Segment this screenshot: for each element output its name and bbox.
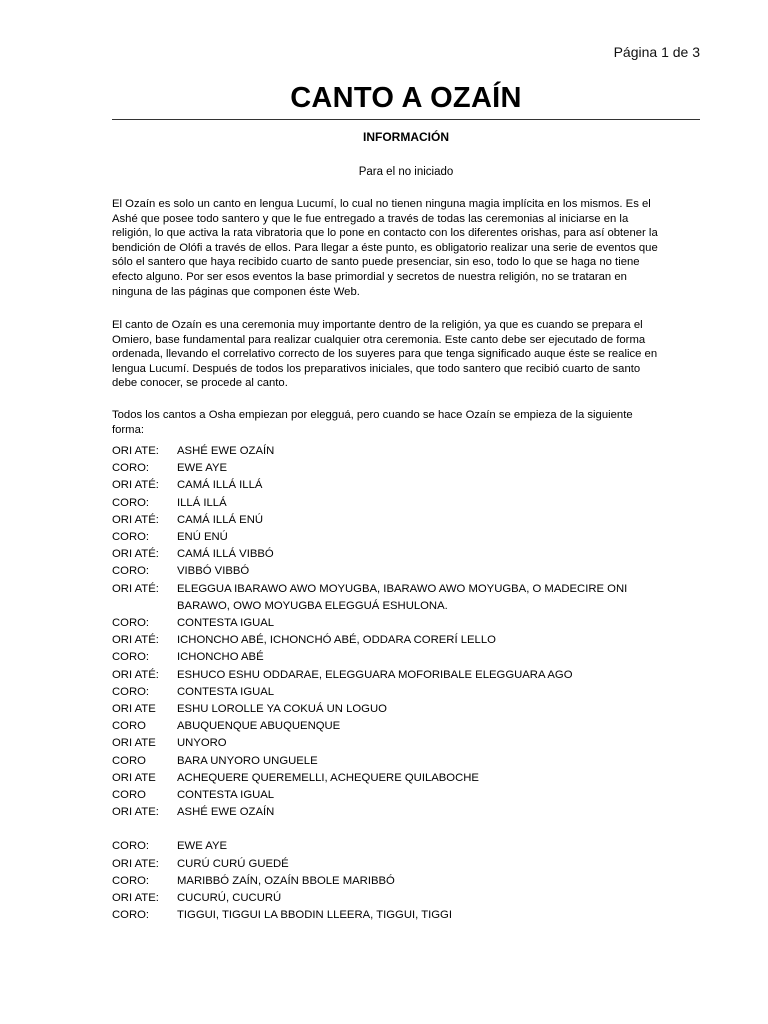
speaker-label: CORO: [112,565,150,578]
title-divider [112,119,700,120]
verse-text [177,581,702,615]
song-line [112,563,702,580]
verse-text: EWE AYE [177,840,228,853]
verse-text: MARIBBÓ ZAÍN, OZAÍN BBOLE MARIBBÓ [177,874,395,887]
song-line [112,735,702,752]
verse-text: ILLÁ ILLÁ [177,496,227,509]
verse-text: CUCURÚ, CUCURÚ [177,892,282,905]
speaker-label: CORO [112,789,146,802]
speaker-label: CORO: [112,462,150,475]
stanza-gap [112,821,702,838]
speaker-label: CORO [112,754,146,767]
speaker-label: CORO: [112,617,150,630]
verse-text: VIBBÓ VIBBÓ [177,565,250,578]
speaker-label: ORI ATÉ: [112,582,159,595]
song-line [112,718,702,735]
verse-text: UNYORO [177,737,227,750]
verse-text: CONTESTA IGUAL [177,617,275,630]
paragraph: El Ozaín es solo un canto en lengua Lucumí, lo cual no tienen ninguna magia implícita en los mismos. Es el Ashé que posee todo santero y que le fue entregado a través de todas las ceremonias al iniciarse en la religión, lo que activa la rata vibratoria que lo pone en contacto con los diferentes orishas, para así obtener la bendición de Olófi a través de ellos. Para llegar a éste punto, es obligatorio realizar una serie de eventos que sólo el santero que haya recibido cuarto de santo puede presenciar, sin eso, todo lo que se haga no tiene efecto alguno. Por ser esos eventos la base primordial y secretos de nuestra religión, no se trataran en ninguna de las páginas que componen éste Web. [112,198,658,298]
verse-text: ESHU LOROLLE YA COKUÁ UN LOGUO [177,703,387,716]
speaker-label: ORI ATE: [112,892,159,905]
verse-line: ELEGGUA IBARAWO AWO MOYUGBA, IBARAWO AWO MOYUGBA, O MADECIRE ONI [177,582,628,595]
song-line [112,512,702,529]
song-line [112,838,702,855]
speaker-label: CORO: [112,685,150,698]
verse-text: BARA UNYORO UNGUELE [177,754,318,767]
verse-continuation: BARAWO, OWO MOYUGBA ELEGGUÁ ESHULONA. [177,599,448,612]
subheading: Para el no iniciado [358,166,454,178]
speaker-label: ORI ATÉ: [112,479,159,492]
song-line [112,649,702,666]
song-line [112,753,702,770]
speaker-label: ORI ATÉ: [112,548,159,561]
paragraph: El canto de Ozaín es una ceremonia muy importante dentro de la religión, ya que es cuando se prepara el Omiero, base fundamental para realizar cualquier otra ceremonia. Este canto debe ser ejecutado de forma ordenada, llevando el correlativo correcto de los suyeres para que tenga significado auque éste se realice en lengua Lucumí. Después de todos los preparativos iniciales, que todo santero que recibió cuarto de santo debe conocer, se procede al canto. [112,319,658,390]
song-line [112,787,702,804]
verse-text: EWE AYE [177,462,228,475]
verse-text: CONTESTA IGUAL [177,789,275,802]
page-title: CANTO A OZAÍN [290,82,522,114]
song-line [112,460,702,477]
speaker-label: ORI ATÉ: [112,634,159,647]
speaker-label: CORO: [112,909,150,922]
verse-text: CAMÁ ILLÁ ILLÁ [177,479,263,492]
song-line [112,615,702,632]
speaker-label: ORI ATÉ: [112,513,159,526]
speaker-label: ORI ATE: [112,445,159,457]
verse-text: ABUQUENQUE ABUQUENQUE [177,720,341,733]
song-line [112,907,702,924]
speaker-label: ORI ATE [112,703,156,716]
verse-text: CAMÁ ILLÁ VIBBÓ [177,548,274,561]
speaker-label: CORO [112,720,146,733]
speaker-label: ORI ATE [112,737,156,750]
song-line [112,890,702,907]
song-line [112,701,702,718]
verse-text: ENÚ ENÚ [177,531,228,544]
speaker-label: CORO: [112,651,150,664]
page-number: Página 1 de 3 [613,44,700,60]
speaker-label: CORO: [112,840,150,853]
verse-text: ASHÉ EWE OZAÍN [177,806,275,819]
song-line [112,856,702,873]
verse-text: ESHUCO ESHU ODDARAE, ELEGGUARA MOFORIBALE ELEGGUARA AGO [177,668,573,681]
speaker-label: ORI ATE: [112,857,159,870]
verse-text: TIGGUI, TIGGUI LA BBODIN LLEERA, TIGGUI, TIGGI [177,909,452,922]
song-line [112,873,702,890]
verse-text: ACHEQUERE QUEREMELLI, ACHEQUERE QUILABOCHE [177,771,479,784]
verse-text: ICHONCHO ABÉ, ICHONCHÓ ABÉ, ODDARA CORERÍ LELLO [177,634,496,647]
song-line [112,546,702,563]
verse-text: CAMÁ ILLÁ ENÚ [177,513,264,526]
verse-text: ICHONCHO ABÉ [177,651,264,664]
song-line [112,684,702,701]
song-line [112,770,702,787]
paragraph: Todos los cantos a Osha empiezan por elegguá, pero cuando se hace Ozaín se empieza de la siguiente forma: [112,409,633,436]
speaker-label: ORI ATÉ: [112,668,159,681]
speaker-label: CORO: [112,531,150,544]
song-line [112,477,702,494]
song-line [112,443,702,460]
section-heading: INFORMACIÓN [363,130,449,144]
speaker-label: ORI ATE: [112,806,159,819]
verse-text: ASHÉ EWE OZAÍN [177,445,275,457]
verse-text: CONTESTA IGUAL [177,685,275,698]
speaker-label: ORI ATE [112,771,156,784]
song-line [112,495,702,512]
song-line [112,632,702,649]
verse-text: CURÚ CURÚ GUEDÉ [177,857,289,870]
song-line [112,667,702,684]
speaker-label: CORO: [112,496,150,509]
song-line [112,804,702,821]
song-line [112,581,702,615]
song-line [112,529,702,546]
speaker-label: CORO: [112,874,150,887]
song-lyrics [112,443,702,924]
